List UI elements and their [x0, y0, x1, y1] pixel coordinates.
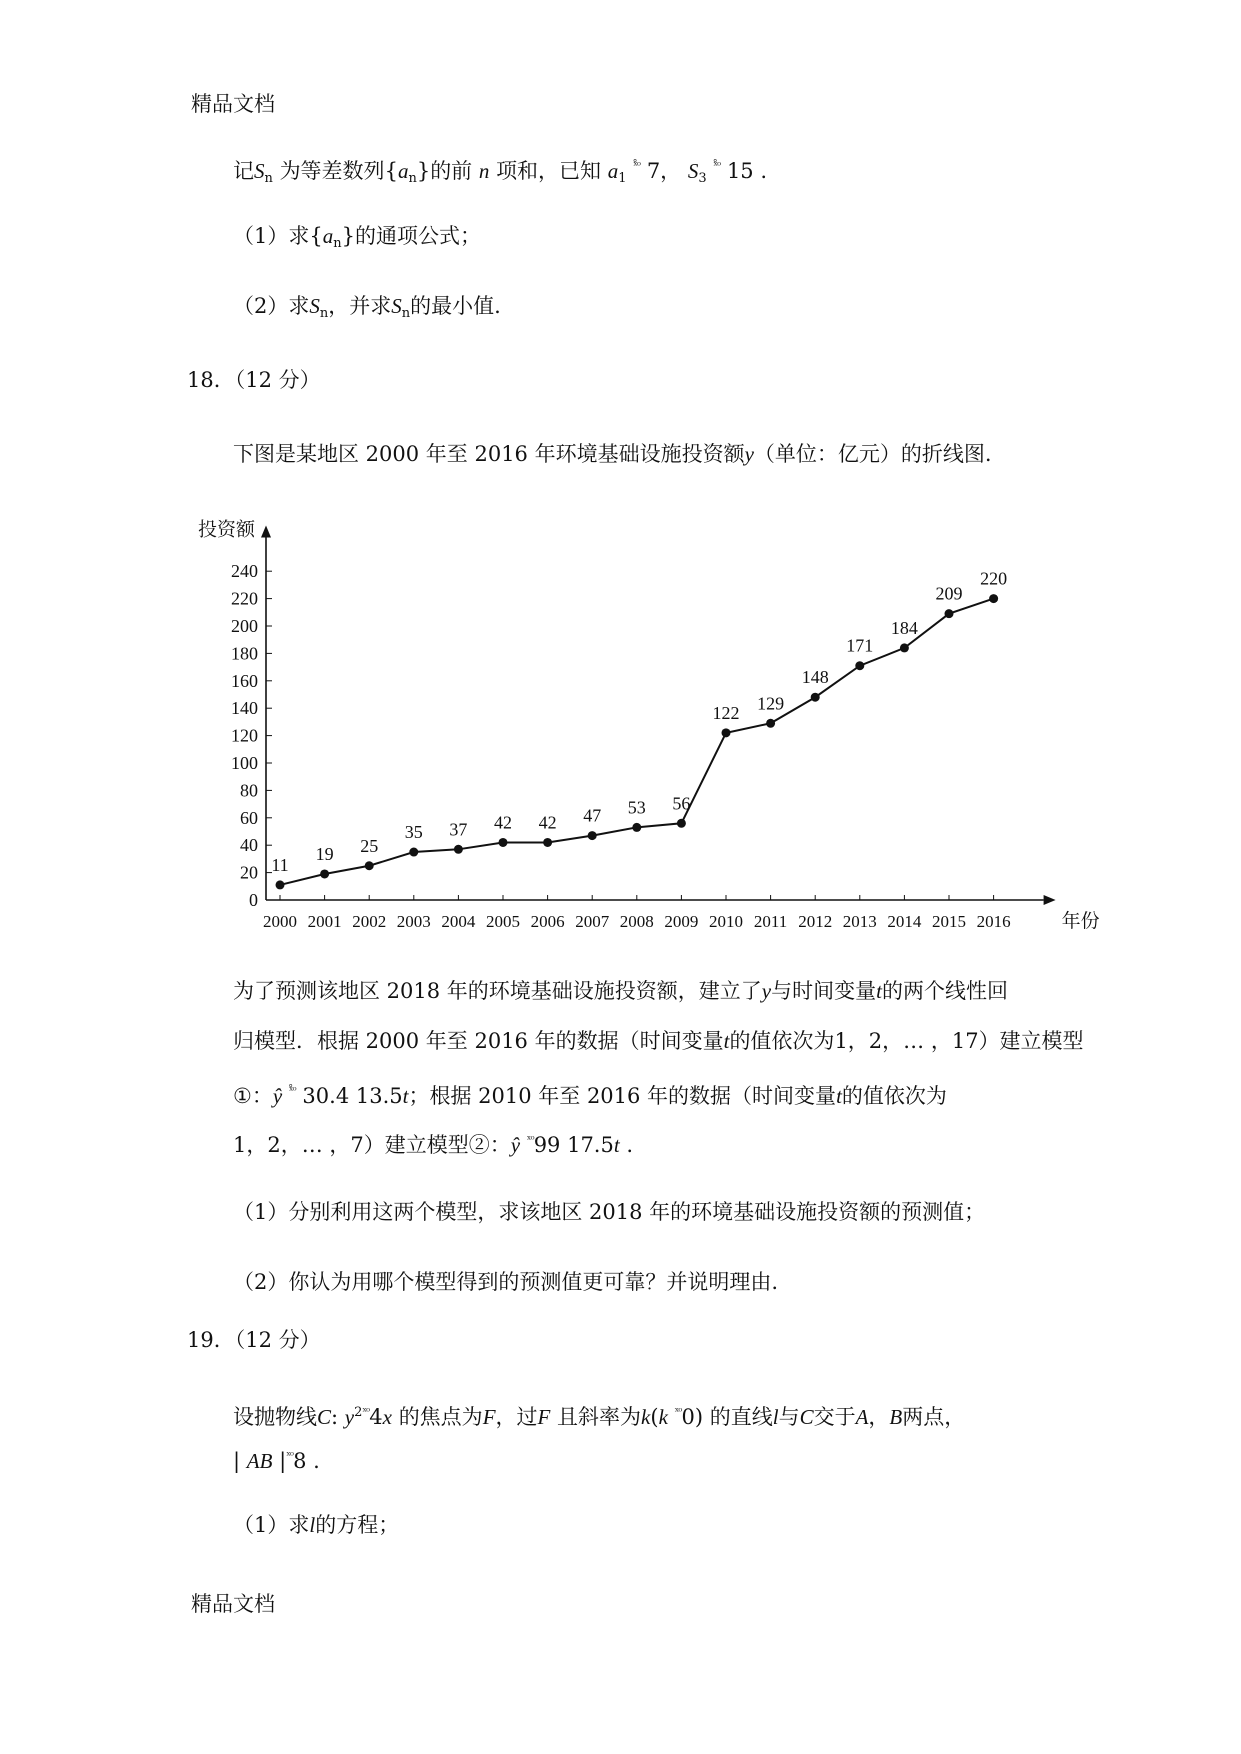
math-sub: n — [401, 306, 411, 321]
data-point — [766, 719, 775, 728]
data-label: 37 — [449, 819, 468, 840]
data-point — [945, 609, 954, 618]
text: （1）求 — [233, 1513, 310, 1537]
formula: 30.4 13.5 — [295, 1084, 403, 1108]
y-tick-label: 140 — [231, 698, 258, 719]
data-point — [276, 880, 285, 889]
x-tick-label: 2004 — [441, 912, 476, 931]
x-tick-label: 2005 — [486, 912, 520, 931]
problem18-para-line1 — [233, 977, 1008, 1005]
problem18-model1 — [233, 1077, 947, 1110]
problem19-line2 — [233, 1442, 320, 1475]
text: 设抛物线 — [233, 1405, 317, 1429]
abs-bar: | — [233, 1449, 247, 1473]
math-sub: 1 — [618, 171, 627, 186]
equals-artifact: ˣᵒ — [286, 1449, 294, 1462]
x-tick-label: 2003 — [396, 912, 431, 931]
data-point — [677, 819, 686, 828]
text: ，过 — [495, 1405, 538, 1429]
y-tick-label: 240 — [231, 561, 258, 582]
data-point — [454, 845, 463, 854]
x-tick-label: 2006 — [530, 912, 565, 931]
math-F: F — [482, 1405, 496, 1429]
footer-watermark: 精品文档 — [191, 1592, 275, 1616]
text: . — [619, 1133, 634, 1157]
text: （2）求 — [233, 294, 310, 318]
text: 交于 — [813, 1405, 856, 1429]
text: ）建立模型②： — [363, 1133, 511, 1157]
data-label: 11 — [271, 854, 289, 875]
math-S3: S — [687, 159, 699, 183]
data-label: 122 — [712, 702, 740, 723]
text: 的两个线性回 — [881, 979, 1008, 1003]
text: 的值依次为 — [841, 1084, 947, 1108]
math-S: S — [309, 294, 320, 318]
math-k: k — [658, 1405, 668, 1429]
text: ；根据 2010 年至 2016 年的数据（时间变量 — [408, 1084, 837, 1108]
text: （1）求 — [233, 224, 310, 248]
problem19-q1 — [233, 1511, 399, 1539]
problem18-intro — [233, 440, 992, 468]
equals-artifact: ˣ̊ᵒ — [713, 159, 721, 172]
x-tick-label: 2015 — [932, 912, 966, 931]
text: 的直线 — [709, 1405, 773, 1429]
x-tick-label: 2011 — [753, 912, 788, 931]
data-label: 42 — [538, 812, 557, 833]
text: 归模型．根据 2000 年至 2016 年的数据（时间变量 — [233, 1029, 724, 1053]
y-tick-label: 180 — [231, 643, 258, 664]
data-point — [855, 661, 864, 670]
value: 7， — [646, 159, 682, 183]
math-C: C — [799, 1405, 814, 1429]
brace: { — [384, 159, 398, 183]
math-a: a — [397, 159, 409, 183]
math-AB: AB — [246, 1449, 273, 1473]
text: 为了预测该地区 2018 年的环境基础设施投资额，建立了 — [233, 979, 762, 1003]
problem17-statement — [233, 152, 767, 193]
data-point — [409, 848, 418, 857]
num: 8 . — [293, 1449, 320, 1473]
math-yhat: ŷ — [510, 1133, 521, 1157]
data-label: 35 — [404, 822, 423, 843]
x-tick-label: 2008 — [619, 912, 654, 931]
data-label: 19 — [315, 843, 334, 864]
math-t: t — [836, 1084, 842, 1108]
x-axis-arrow — [1044, 895, 1056, 905]
sequence: 1，2，… ，7 — [233, 1133, 364, 1157]
text: 与 — [778, 1405, 800, 1429]
data-label: 47 — [583, 805, 602, 826]
y-tick-label: 60 — [240, 807, 258, 828]
math-t: t — [723, 1029, 730, 1053]
data-label: 148 — [801, 667, 829, 688]
y-tick-label: 200 — [231, 616, 258, 636]
x-tick-label: 2000 — [263, 912, 297, 931]
text: 两点， — [902, 1405, 966, 1429]
math-C: C — [317, 1405, 332, 1429]
text: 的焦点为 — [398, 1405, 483, 1429]
data-point — [632, 823, 641, 832]
text: 与时间变量 — [771, 979, 877, 1003]
data-label: 25 — [360, 835, 379, 856]
data-point — [499, 838, 508, 847]
y-axis-arrow — [261, 526, 271, 538]
text: 项和，已知 — [496, 159, 602, 183]
data-point — [320, 869, 329, 878]
math-sup: 2 — [354, 1405, 363, 1420]
text: 的最小值. — [410, 294, 501, 318]
text: （单位：亿元）的折线图. — [753, 442, 992, 466]
math-y: y — [744, 442, 754, 466]
math-S: S — [254, 159, 265, 183]
data-point — [588, 831, 597, 840]
x-tick-label: 2010 — [709, 912, 743, 931]
y-tick-label: 100 — [231, 753, 258, 773]
math-S: S — [391, 294, 402, 318]
brace: } — [416, 159, 431, 183]
problem19-number: 19．（12 分） — [187, 1328, 321, 1352]
x-tick-label: 2014 — [887, 912, 922, 931]
problem18-q1: （1）分别利用这两个模型，求该地区 2018 年的环境基础设施投资额的预测值； — [233, 1200, 986, 1224]
formula: 99 17.5 — [533, 1133, 614, 1157]
problem17-q1 — [233, 222, 481, 258]
problem18-model2 — [233, 1126, 633, 1159]
num: 0) — [681, 1405, 704, 1429]
text: ）建立模型 — [978, 1029, 1084, 1053]
math-k: k — [641, 1405, 651, 1429]
math-a1: a — [607, 159, 619, 183]
math-A: A — [855, 1405, 869, 1429]
math-yhat: ŷ — [272, 1084, 283, 1108]
x-tick-label: 2012 — [798, 912, 833, 931]
value: 15 . — [726, 159, 768, 183]
math-y: y — [344, 1405, 355, 1429]
math-F: F — [537, 1405, 551, 1429]
math-B: B — [889, 1405, 903, 1429]
series-line — [280, 599, 994, 885]
y-tick-label: 0 — [249, 890, 258, 910]
y-axis-title: 投资额 — [198, 519, 256, 541]
header-watermark: 精品文档 — [191, 92, 275, 116]
paren: ( — [650, 1405, 659, 1429]
data-label: 209 — [935, 583, 963, 604]
brace: } — [341, 224, 355, 248]
text: 的通项公式； — [355, 224, 481, 248]
text: 记 — [233, 159, 254, 183]
problem18-para-line2 — [233, 1027, 1084, 1055]
investment-line-chart — [186, 508, 1116, 940]
data-label: 184 — [890, 617, 918, 638]
y-tick-label: 220 — [231, 588, 258, 609]
x-tick-label: 2016 — [976, 912, 1011, 931]
abs-bar: | — [272, 1449, 287, 1473]
equals-artifact: ˣ̊ᵒ — [633, 159, 641, 172]
y-tick-label: 120 — [231, 725, 258, 746]
math-n: n — [478, 159, 490, 183]
x-tick-label: 2002 — [352, 912, 387, 931]
math-sub: n — [408, 171, 417, 186]
text: ①： — [233, 1084, 273, 1108]
text: ， — [868, 1405, 890, 1429]
text: 且斜率为 — [557, 1405, 642, 1429]
data-point — [900, 643, 909, 652]
math-x: x — [382, 1405, 392, 1429]
data-label: 220 — [980, 568, 1008, 589]
math-l: l — [309, 1513, 316, 1537]
text: 的方程； — [315, 1513, 400, 1537]
math-l: l — [772, 1405, 779, 1429]
math-t: t — [876, 979, 882, 1003]
x-tick-label: 2001 — [307, 912, 342, 931]
data-point — [722, 728, 731, 737]
text: 为等差数列 — [279, 159, 385, 183]
math-t: t — [613, 1133, 620, 1157]
data-label: 42 — [494, 812, 512, 833]
problem19-line1 — [233, 1398, 965, 1431]
num: 4 — [369, 1405, 383, 1429]
data-point — [989, 594, 998, 603]
problem17-q2 — [233, 292, 501, 328]
x-tick-label: 2007 — [575, 912, 610, 931]
math-sub: n — [264, 171, 273, 186]
text: 的前 — [430, 159, 473, 183]
data-point — [811, 693, 820, 702]
equals-artifact: ˣᵒ — [674, 1405, 682, 1418]
y-tick-label: 80 — [240, 780, 258, 801]
problem18-number: 18．（12 分） — [187, 368, 321, 392]
math-sub: n — [319, 306, 329, 321]
data-point — [543, 838, 552, 847]
x-tick-label: 2009 — [664, 912, 699, 931]
y-tick-label: 20 — [240, 862, 258, 883]
text: 的值依次为 — [729, 1029, 835, 1053]
text: : — [331, 1405, 339, 1429]
brace: { — [309, 224, 323, 248]
equals-artifact: ˣᵒ — [526, 1133, 534, 1146]
y-tick-label: 160 — [231, 670, 258, 691]
x-axis-title: 年份 — [1061, 911, 1100, 932]
y-tick-label: 40 — [240, 835, 258, 856]
data-label: 129 — [757, 693, 785, 714]
text: 下图是某地区 2000 年至 2016 年环境基础设施投资额 — [233, 442, 745, 466]
data-label: 56 — [672, 793, 691, 814]
equals-artifact: ˣᵒ — [362, 1405, 370, 1418]
x-tick-label: 2013 — [842, 912, 877, 931]
equals-artifact: ˣ̊ᵒ — [288, 1084, 296, 1097]
problem18-q2: （2）你认为用哪个模型得到的预测值更可靠？并说明理由. — [233, 1270, 779, 1294]
math-sub: 3 — [698, 171, 707, 186]
sequence: 1，2，… ，17 — [834, 1029, 979, 1053]
data-label: 171 — [846, 635, 874, 656]
data-label: 53 — [627, 797, 646, 818]
math-a: a — [322, 224, 334, 248]
math-t: t — [402, 1084, 409, 1108]
math-sub: n — [333, 236, 342, 251]
data-point — [365, 861, 374, 870]
math-y: y — [761, 979, 772, 1003]
text: ，并求 — [328, 294, 392, 318]
